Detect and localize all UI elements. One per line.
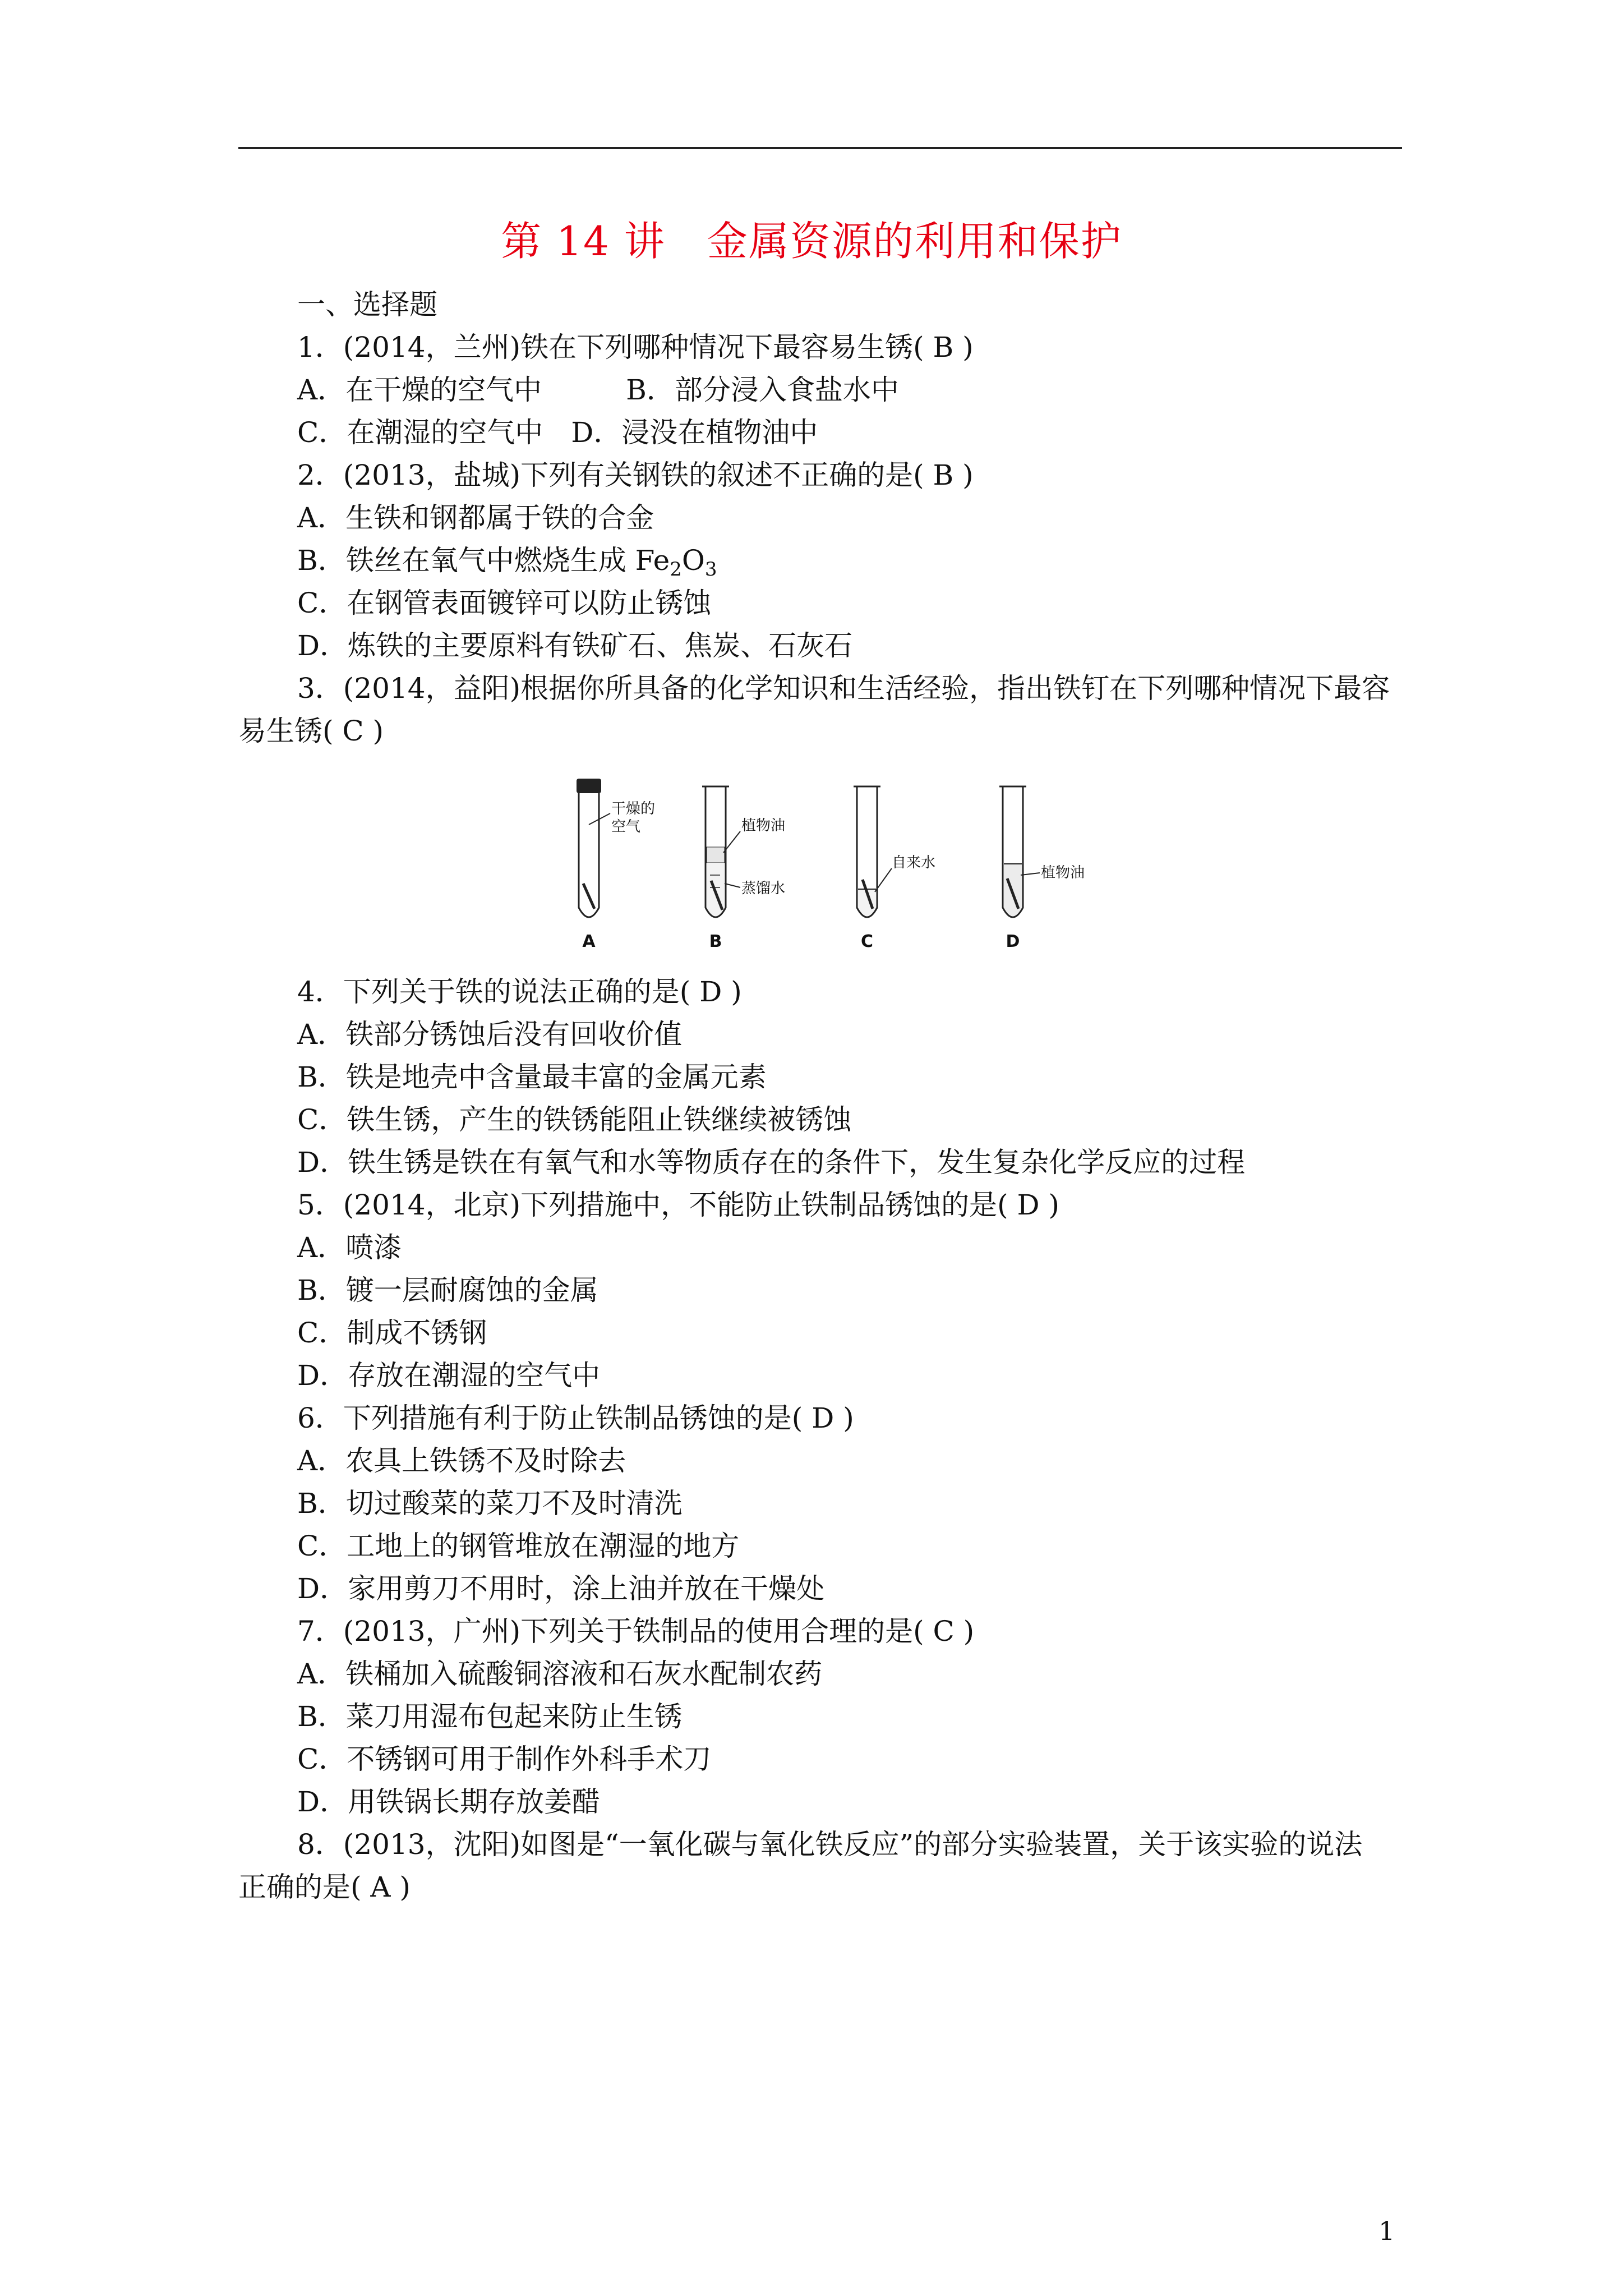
- question-1-options-cd: C．在潮湿的空气中 D．浸没在植物油中: [297, 416, 818, 449]
- page-title: 第 14 讲 金属资源的利用和保护: [501, 218, 1122, 265]
- section-heading: 一、选择题: [297, 288, 437, 321]
- label-oil-d: 植物油: [1041, 864, 1085, 881]
- test-tube-c: [854, 786, 935, 951]
- question-2-option-b-text: B．铁丝在氧气中燃烧生成 Fe: [297, 544, 670, 577]
- test-tube-d: [999, 786, 1085, 951]
- question-5-option-a: A．喷漆: [297, 1231, 402, 1264]
- tube-letter-b: B: [709, 932, 722, 951]
- question-3-stem-line2: 易生锈( C ): [238, 715, 384, 747]
- label-distilled-water: 蒸馏水: [741, 880, 786, 897]
- question-6-stem: 6．下列措施有利于防止铁制品锈蚀的是( D ): [297, 1402, 854, 1434]
- oil-layer-b: [707, 847, 725, 863]
- label-oil-b: 植物油: [741, 817, 786, 834]
- label-dry: 干燥的: [611, 800, 656, 817]
- question-1-options-ab: A．在干燥的空气中 B．部分浸入食盐水中: [297, 374, 899, 406]
- question-8-stem-line2: 正确的是( A ): [238, 1871, 411, 1903]
- formula-subscript-2: 3: [704, 558, 717, 581]
- question-5-option-d: D．存放在潮湿的空气中: [297, 1359, 601, 1392]
- question-4-option-c: C．铁生锈，产生的铁锈能阻止铁继续被锈蚀: [297, 1103, 852, 1136]
- question-8-stem-line1: 8．(2013，沈阳)如图是“一氧化碳与氧化铁反应”的部分实验装置，关于该实验的说法: [297, 1828, 1363, 1861]
- question-4-option-a: A．铁部分锈蚀后没有回收价值: [297, 1018, 683, 1051]
- header-rule: [238, 147, 1402, 149]
- formula-subscript-1: 2: [670, 558, 682, 581]
- question-1-stem: 1．(2014，兰州)铁在下列哪种情况下最容易生锈( B ): [297, 331, 974, 364]
- tube-letter-a: A: [582, 932, 596, 951]
- question-7-option-d: D．用铁锅长期存放姜醋: [297, 1786, 601, 1818]
- test-tube-a: [577, 779, 655, 951]
- question-7-option-b: B．菜刀用湿布包起来防止生锈: [297, 1700, 683, 1733]
- iron-nail-a: [583, 884, 594, 909]
- question-2-option-d: D．炼铁的主要原料有铁矿石、焦炭、石灰石: [297, 629, 853, 662]
- question-4-stem: 4．下列关于铁的说法正确的是( D ): [297, 976, 742, 1008]
- question-5-stem: 5．(2014，北京)下列措施中，不能防止铁制品锈蚀的是( D ): [297, 1189, 1059, 1221]
- question-2-option-c: C．在钢管表面镀锌可以防止锈蚀: [297, 587, 712, 619]
- question-6-option-b: B．切过酸菜的菜刀不及时清洗: [297, 1487, 683, 1520]
- tube-letter-d: D: [1006, 932, 1020, 951]
- question-5-option-c: C．制成不锈钢: [297, 1317, 487, 1349]
- label-tap-water: 自来水: [892, 854, 936, 871]
- test-tube-figure: [555, 769, 1116, 959]
- question-6-option-a: A．农具上铁锈不及时除去: [297, 1444, 626, 1477]
- question-2-option-b: [297, 539, 717, 582]
- test-tube-b: [702, 786, 785, 951]
- question-6-option-c: C．工地上的钢管堆放在潮湿的地方: [297, 1530, 740, 1562]
- pointer-line-b2: [725, 884, 740, 887]
- question-2-stem: 2．(2013，盐城)下列有关钢铁的叙述不正确的是( B ): [297, 459, 974, 491]
- question-3-stem-line1: 3．(2014，益阳)根据你所具备的化学知识和生活经验，指出铁钉在下列哪种情况下最容: [297, 672, 1390, 705]
- page-number: 1: [1378, 2216, 1395, 2246]
- formula-oxygen: O: [681, 544, 705, 577]
- question-2-option-a: A．生铁和钢都属于铁的合金: [297, 501, 654, 534]
- question-6-option-d: D．家用剪刀不用时，涂上油并放在干燥处: [297, 1572, 825, 1605]
- label-air: 空气: [611, 818, 641, 835]
- question-4-option-d: D．铁生锈是铁在有氧气和水等物质存在的条件下，发生复杂化学反应的过程: [297, 1146, 1246, 1179]
- question-4-option-b: B．铁是地壳中含量最丰富的金属元素: [297, 1061, 767, 1093]
- question-7-option-a: A．铁桶加入硫酸铜溶液和石灰水配制农药: [297, 1658, 823, 1690]
- question-7-option-c: C．不锈钢可用于制作外科手术刀: [297, 1743, 712, 1775]
- tube-letter-c: C: [860, 932, 874, 951]
- question-7-stem: 7．(2013，广州)下列关于铁制品的使用合理的是( C ): [297, 1615, 975, 1648]
- question-5-option-b: B．镀一层耐腐蚀的金属: [297, 1274, 598, 1306]
- rubber-stopper: [577, 779, 601, 793]
